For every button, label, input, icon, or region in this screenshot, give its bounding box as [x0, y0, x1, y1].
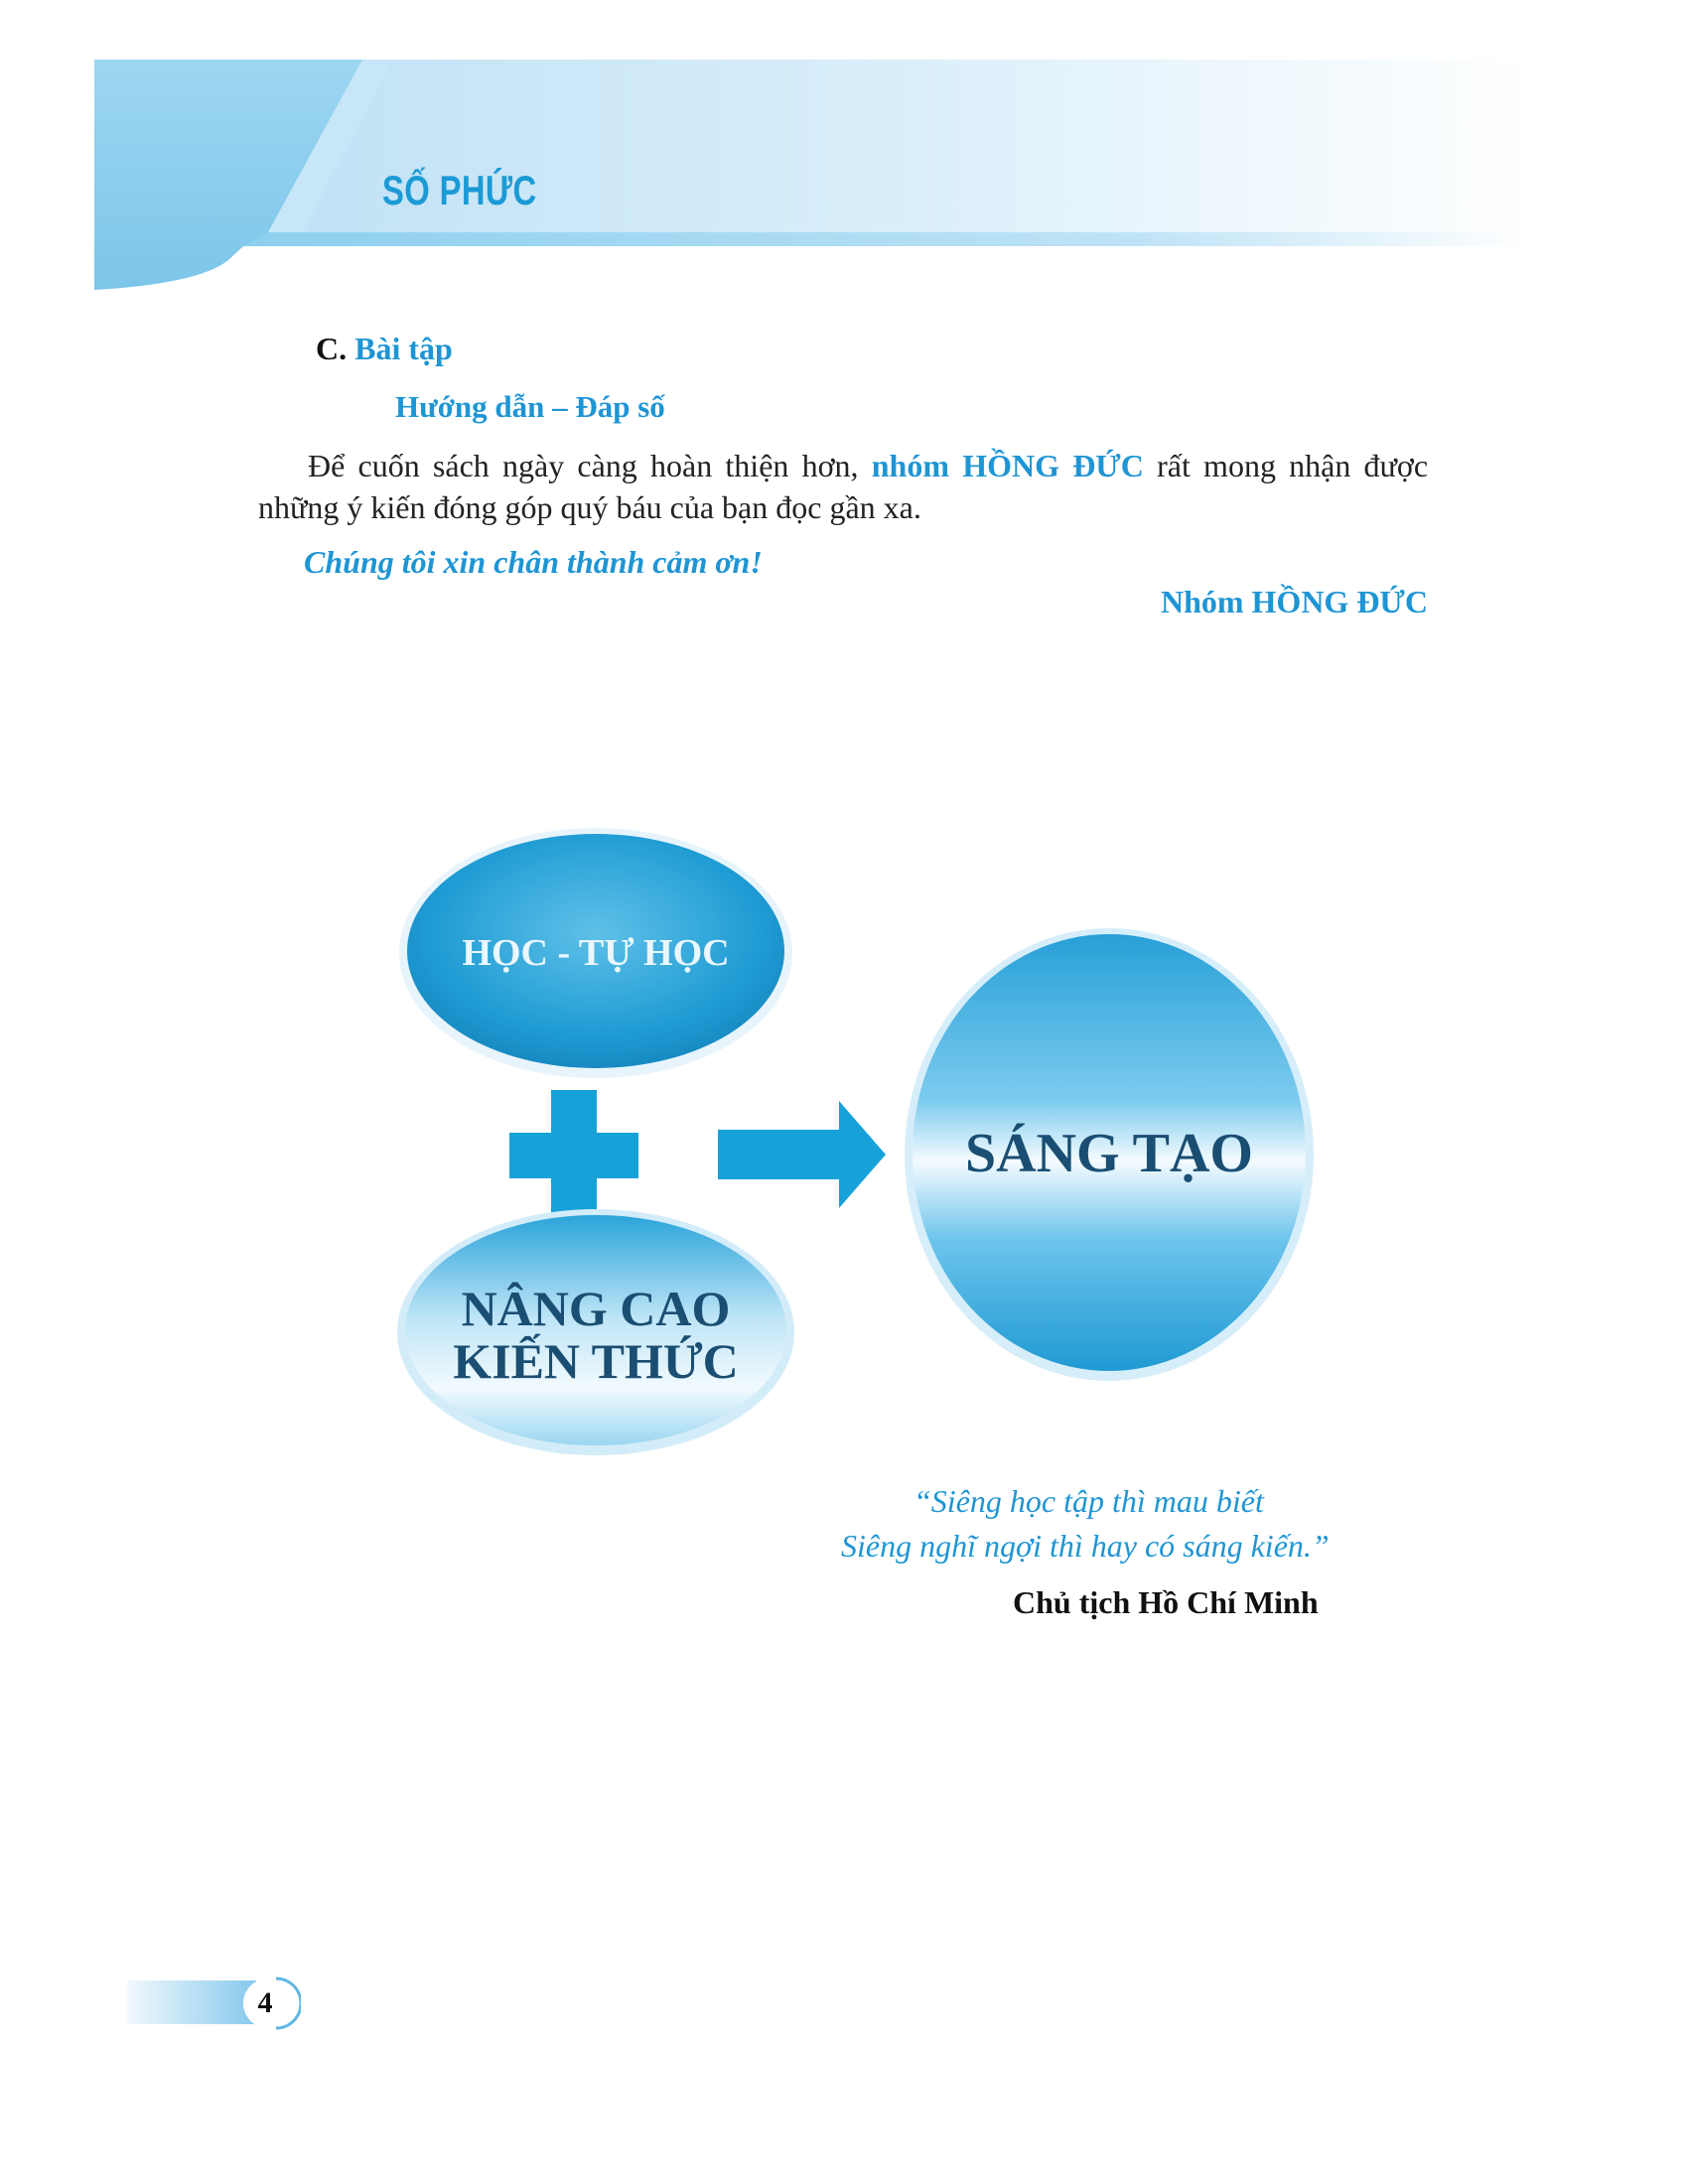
node-hoc-tu-hoc-label: HỌC - TỰ HỌC	[462, 932, 730, 974]
quote-author: Chủ tịch Hồ Chí Minh	[1013, 1584, 1319, 1620]
quote-line-2: Siêng nghĩ ngợi thì hay có sáng kiến.”	[841, 1528, 1330, 1564]
section-subheading: Hướng dẫn – Đáp số	[395, 389, 665, 424]
intro-paragraph	[258, 445, 1428, 528]
page-number: 4	[257, 1986, 273, 2019]
node-hoc-tu-hoc	[399, 828, 792, 1078]
intro-text-start: Để cuốn sách ngày càng hoàn thiện hơn,	[308, 448, 872, 483]
plus-icon	[509, 1090, 638, 1221]
node-sang-tao-label: SÁNG TẠO	[965, 1123, 1253, 1184]
thanks-line: Chúng tôi xin chân thành cảm ơn!	[304, 544, 763, 580]
section-title: Bài tập	[354, 331, 453, 366]
intro-text-end: rất mong nhận được những ý kiến đóng góp quý báu của bạn đọc gần xa.	[258, 448, 1429, 525]
section-letter: C.	[316, 331, 348, 366]
node-nang-cao-line2: KIẾN THỨC	[453, 1333, 739, 1389]
header-title: SỐ PHỨC	[382, 167, 537, 213]
node-nang-cao-kien-thuc	[397, 1209, 794, 1455]
signature-line: Nhóm HỒNG ĐỨC	[1160, 584, 1428, 619]
quote-line-1: “Siêng học tập thì mau biết	[914, 1483, 1264, 1519]
node-nang-cao-line1: NÂNG CAO	[461, 1281, 731, 1336]
concept-diagram	[377, 814, 1331, 1469]
node-sang-tao	[905, 928, 1314, 1381]
header-banner	[0, 0, 1688, 298]
arrow-right-icon	[718, 1101, 886, 1208]
section-heading	[316, 331, 453, 367]
intro-emphasis: nhóm HỒNG ĐỨC	[871, 448, 1144, 483]
